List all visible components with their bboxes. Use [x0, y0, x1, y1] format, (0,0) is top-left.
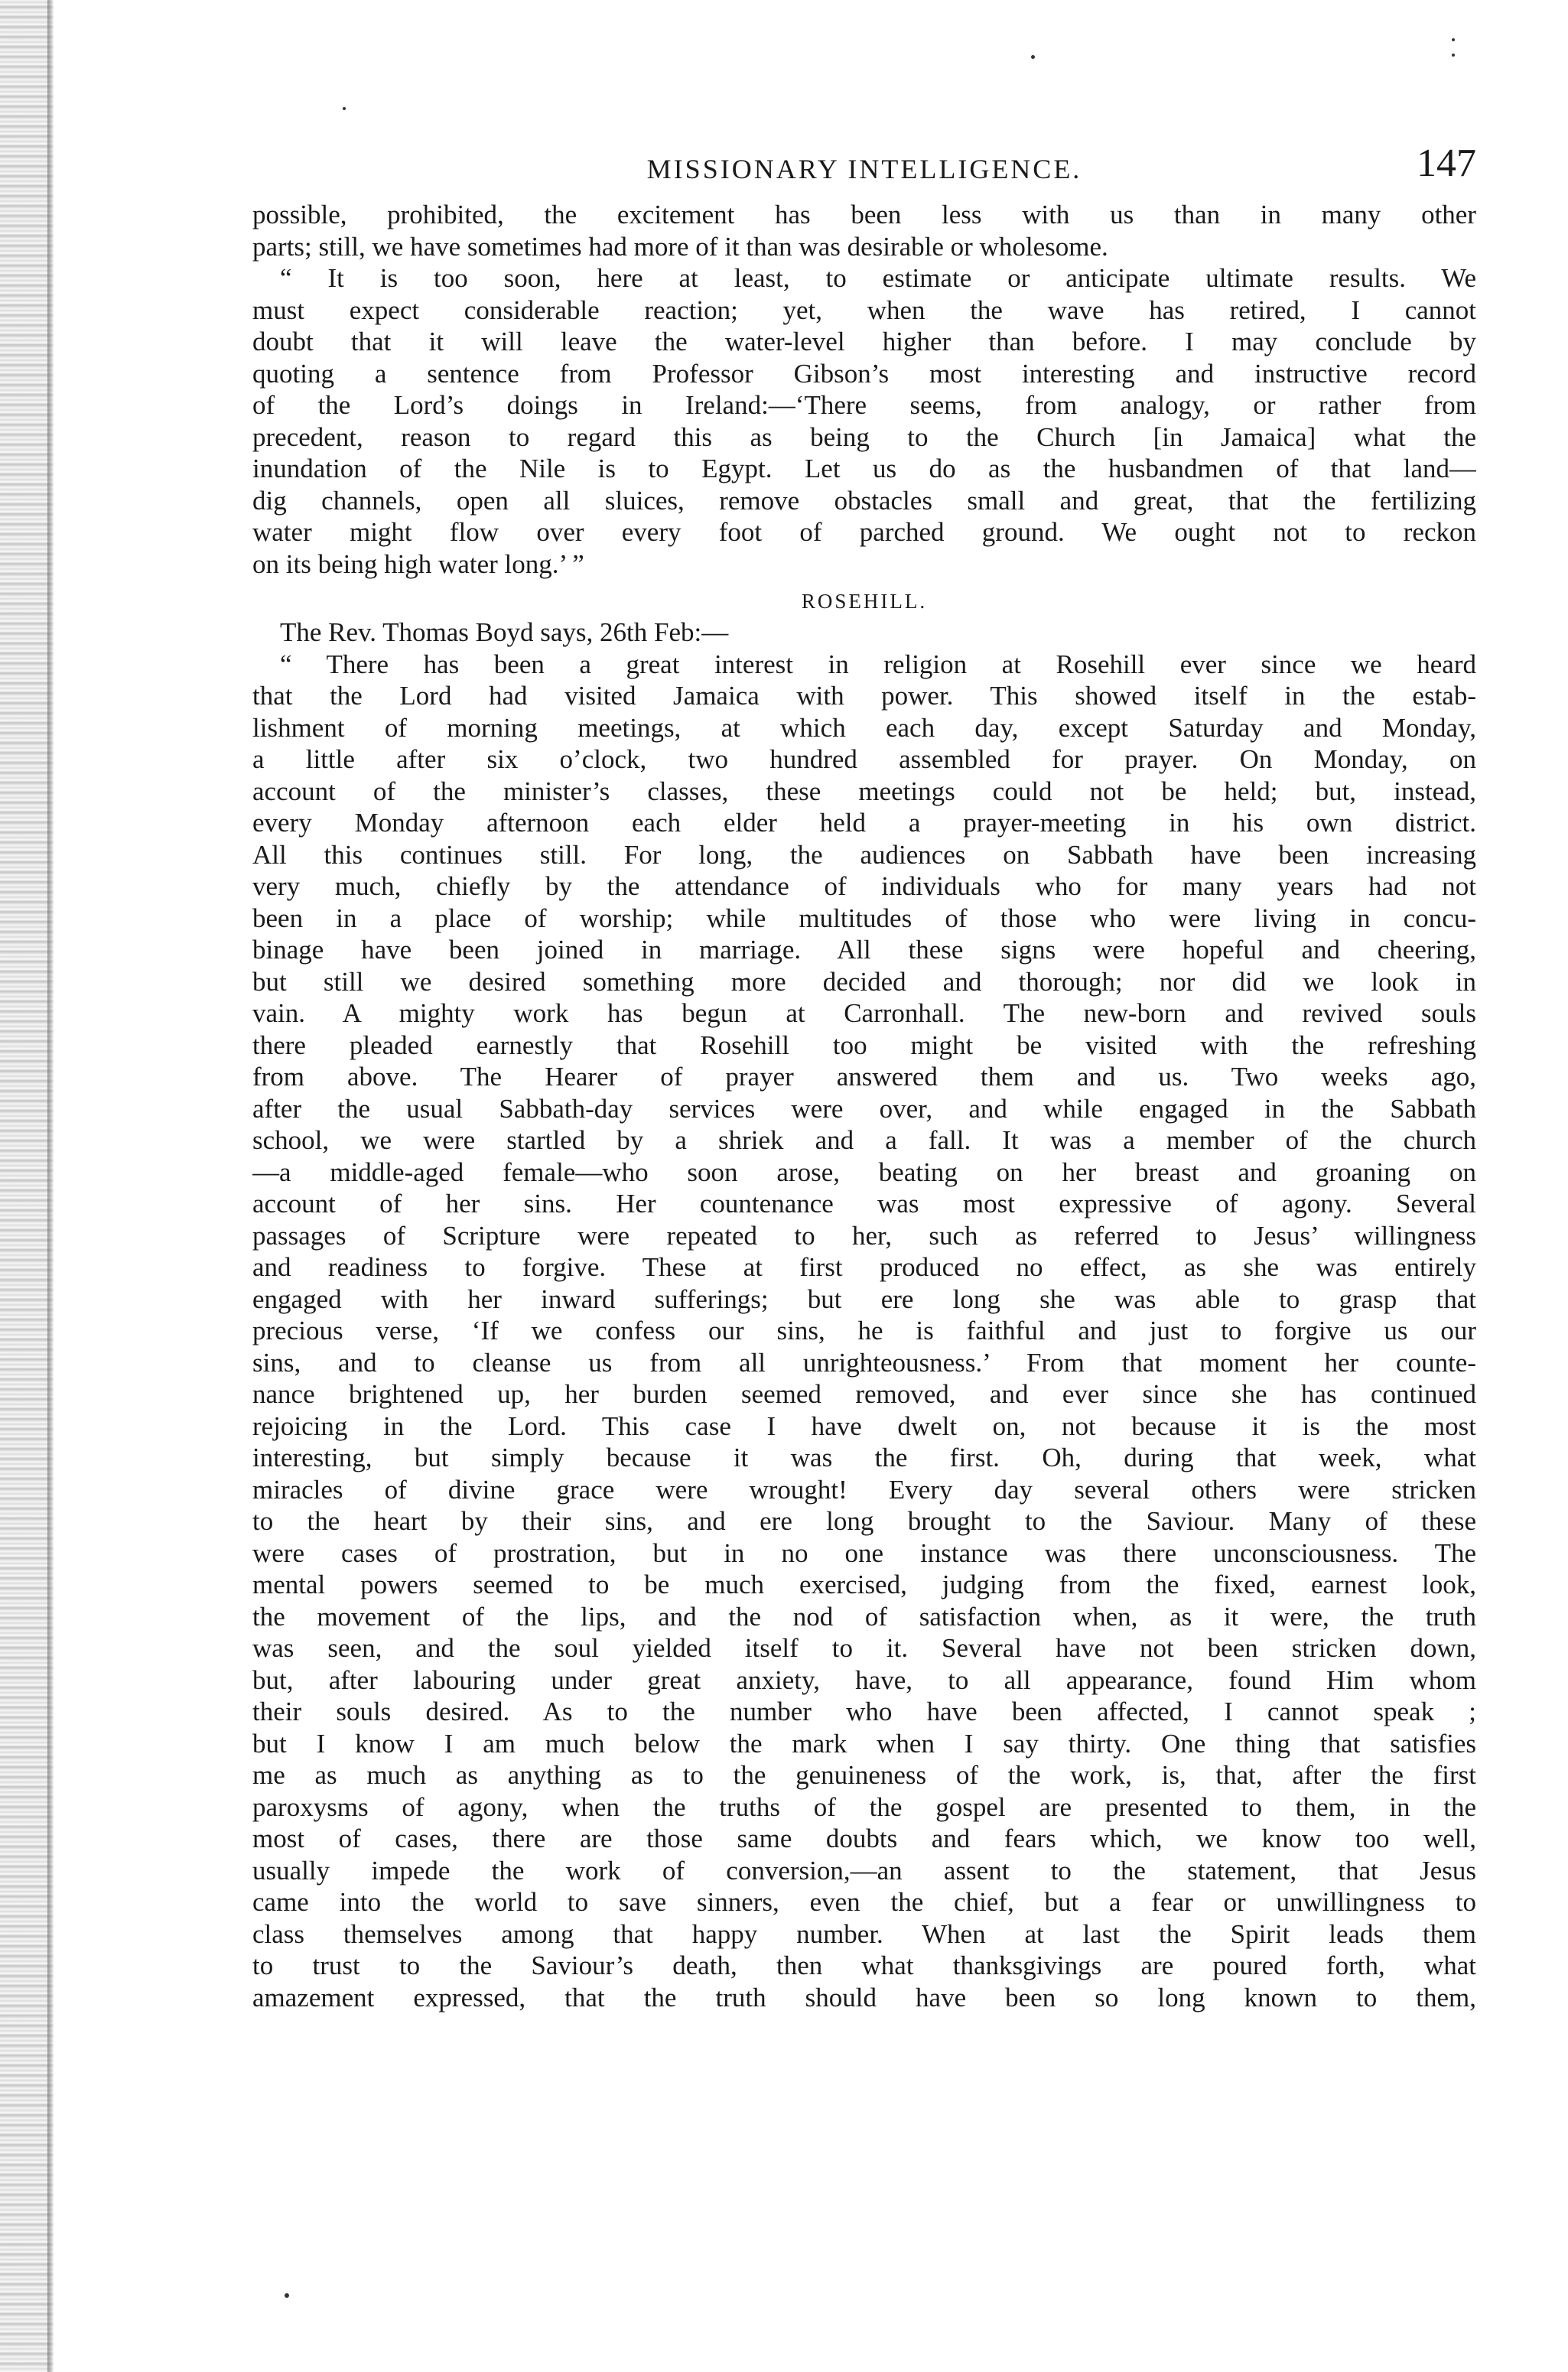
text-line: sins, and to cleanse us from all unrighteousness.’ From that moment her counte-: [252, 1347, 1476, 1378]
text-line: nance brightened up, her burden seemed removed, and ever since she has continued: [252, 1379, 1476, 1409]
text-line: class themselves among that happy number. When at last the Spirit leads them: [252, 1918, 1476, 1949]
text-line: of the Lord’s doings in Ireland:—‘There seems, from analogy, or rather from: [252, 390, 1476, 420]
text-line: account of her sins. Her countenance was most expressive of agony. Several: [252, 1189, 1476, 1219]
text-line: a little after six o’clock, two hundred assembled for prayer. On Monday, on: [252, 744, 1476, 774]
text-line: precious verse, ‘If we confess our sins, he is faithful and just to forgive us our: [252, 1316, 1476, 1345]
document-page: [252, 138, 1476, 2013]
text-line: mental powers seemed to be much exercised, judging from the fixed, earnest look,: [252, 1570, 1476, 1599]
print-speck: [343, 107, 346, 110]
text-line: after the usual Sabbath-day services were over, and while engaged in the Sabbath: [252, 1093, 1476, 1124]
text-line: amazement expressed, that the truth should have been so long known to them,: [252, 1982, 1476, 2012]
text-line: most of cases, there are those same doubts and fears which, we know too well,: [252, 1824, 1476, 1853]
text-line: account of the minister’s classes, these meetings could not be held; but, instead,: [252, 776, 1476, 806]
paragraph-quote-gibson: [252, 262, 1476, 580]
text-line: passages of Scripture were repeated to her, such as referred to Jesus’ willingness: [252, 1220, 1476, 1251]
text-line: parts; still, we have sometimes had more of it than was desirable or wholesome.: [252, 231, 1108, 262]
text-line: the movement of the lips, and the nod of satisfaction when, as it were, the truth: [252, 1601, 1476, 1632]
text-line: dig channels, open all sluices, remove obstacles small and great, that the fertilizing: [252, 485, 1476, 516]
text-line: but, after labouring under great anxiety, have, to all appearance, found Him whom: [252, 1664, 1476, 1695]
running-title: MISSIONARY INTELLIGENCE.: [646, 154, 1082, 184]
text-line: but still we desired something more decided and thorough; nor did we look in: [252, 966, 1476, 997]
text-line: engaged with her inward sufferings; but ere long she was able to grasp that: [252, 1284, 1476, 1314]
text-line: quoting a sentence from Professor Gibson’s most interesting and instructive record: [252, 358, 1476, 389]
text-line: very much, chiefly by the attendance of individuals who for many years had not: [252, 871, 1476, 901]
text-line: “ There has been a great interest in religion at Rosehill ever since we heard: [280, 649, 1476, 679]
text-line: paroxysms of agony, when the truths of the gospel are presented to them, in the: [252, 1791, 1476, 1822]
text-line: was seen, and the soul yielded itself to it. Several have not been stricken down,: [252, 1633, 1476, 1663]
text-line: possible, prohibited, the excitement has been less with us than in many other: [252, 200, 1476, 229]
text-line: inundation of the Nile is to Egypt. Let us do as the husbandmen of that land—: [252, 454, 1476, 483]
text-line: must expect considerable reaction; yet, when the wave has retired, I cannot: [252, 294, 1476, 325]
text-line: vain. A mighty work has begun at Carronhall. The new-born and revived souls: [252, 998, 1476, 1028]
text-line: were cases of prostration, but in no one instance was there unconsciousness. The: [252, 1537, 1476, 1568]
print-speck: [1031, 55, 1035, 59]
page-gutter-shadow: [47, 0, 54, 2372]
text-line: their souls desired. As to the number who have been affected, I cannot speak ;: [252, 1697, 1476, 1726]
text-line: “ It is too soon, here at least, to estimate or anticipate ultimate results. We: [280, 263, 1476, 293]
text-line: school, we were startled by a shriek and a fall. It was a member of the church: [252, 1125, 1476, 1155]
print-speck: [1452, 54, 1455, 57]
text-line: came into the world to save sinners, even the chief, but a fear or unwillingness to: [252, 1887, 1476, 1917]
text-line: interesting, but simply because it was the first. Oh, during that week, what: [252, 1443, 1476, 1472]
print-speck: [1452, 38, 1455, 41]
text-line: there pleaded earnestly that Rosehill too might be visited with the refreshing: [252, 1030, 1476, 1060]
text-line: miracles of divine grace were wrought! Every day several others were stricken: [252, 1474, 1476, 1505]
text-line: that the Lord had visited Jamaica with power. This showed itself in the estab-: [252, 681, 1476, 711]
text-line: lishment of morning meetings, at which each day, except Saturday and Monday,: [252, 712, 1476, 743]
intro-line: The Rev. Thomas Boyd says, 26th Feb:—: [280, 617, 729, 647]
text-line: rejoicing in the Lord. This case I have dwelt on, not because it is the most: [252, 1411, 1476, 1441]
paragraph-continuation: [252, 199, 1476, 262]
text-line: been in a place of worship; while multitudes of those who were living in concu-: [252, 903, 1476, 933]
text-line: to the heart by their sins, and ere long brought to the Saviour. Many of these: [252, 1506, 1476, 1536]
text-line: and readiness to forgive. These at first produced no effect, as she was entirely: [252, 1252, 1476, 1282]
text-line: doubt that it will leave the water-level higher than before. I may conclude by: [252, 327, 1476, 356]
paragraph-boyd-report: [252, 649, 1476, 2014]
text-line: to trust to the Saviour’s death, then what thanksgivings are poured forth, what: [252, 1951, 1476, 1980]
text-line: but I know I am much below the mark when I say thirty. One thing that satisfies: [252, 1728, 1476, 1759]
text-line: All this continues still. For long, the audiences on Sabbath have been increasing: [252, 839, 1476, 870]
text-line: every Monday afternoon each elder held a prayer-meeting in his own district.: [252, 808, 1476, 838]
text-line: precedent, reason to regard this as being to the Church [in Jamaica] what the: [252, 421, 1476, 452]
text-line: —a middle-aged female—who soon arose, beating on her breast and groaning on: [252, 1157, 1476, 1187]
section-heading: ROSEHILL.: [801, 590, 928, 613]
print-speck: [285, 2293, 289, 2298]
text-line: on its being high water long.’ ”: [252, 548, 584, 579]
book-binding-edge: [0, 0, 54, 2372]
page-number: 147: [1417, 142, 1476, 185]
page-header: [252, 138, 1476, 199]
text-line: water might flow over every foot of parched ground. We ought not to reckon: [252, 517, 1476, 547]
text-line: me as much as anything as to the genuineness of the work, is, that, after the first: [252, 1760, 1476, 1790]
text-line: from above. The Hearer of prayer answered them and us. Two weeks ago,: [252, 1062, 1476, 1092]
text-line: usually impede the work of conversion,—an assent to the statement, that Jesus: [252, 1855, 1476, 1886]
text-line: binage have been joined in marriage. All these signs were hopeful and cheering,: [252, 935, 1476, 965]
